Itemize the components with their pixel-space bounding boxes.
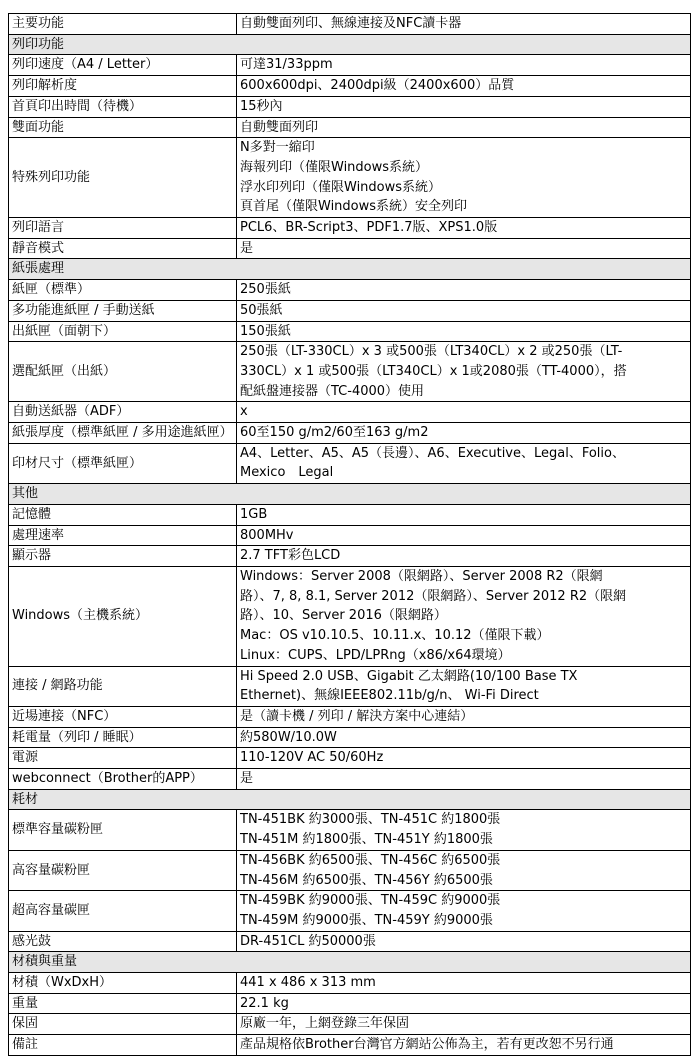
spec-label: 高容量碳粉匣 [9,850,237,890]
spec-row [9,666,691,706]
spec-value [237,891,691,931]
spec-row [9,931,691,952]
spec-label: 顯示器 [9,546,237,567]
spec-value [237,566,691,666]
spec-label: 自動送紙器（ADF） [9,402,237,423]
spec-row [9,76,691,97]
spec-value [237,402,691,423]
spec-value-line: TN-456BK 約6500張、TN-456C 約6500張 [240,852,501,868]
spec-row [9,810,691,850]
spec-value-line: 250張（LT-330CL）x 3 或500張（LT340CL）x 2 或250張（LT- [240,344,623,360]
spec-value-line: 海報列印（僅限Windows系統） [240,159,429,175]
spec-value [237,1014,691,1035]
spec-label: 電源 [9,748,237,769]
spec-value [237,546,691,567]
spec-value-line: x [240,404,248,420]
spec-value-line: 是 [240,771,254,787]
spec-value [237,769,691,790]
section-header-row [9,34,691,55]
spec-label: 列印速度（A4 / Letter） [9,55,237,76]
spec-value [237,14,691,35]
spec-value-line: 1GB [240,506,268,522]
spec-row [9,402,691,423]
spec-row [9,14,691,35]
spec-value [237,443,691,483]
spec-row [9,504,691,525]
spec-value-line: TN-456M 約6500張、TN-456Y 約6500張 [240,872,493,888]
spec-value-line: 浮水印列印（僅限Windows系統） [240,179,442,195]
section-header-row [9,484,691,505]
spec-value [237,218,691,239]
spec-value-line: 是 [240,240,254,256]
spec-label: webconnect（Brother的APP） [9,769,237,790]
spec-value-line: DR-451CL 約50000張 [240,933,376,949]
spec-value [237,321,691,342]
spec-label: 超高容量碳匣 [9,891,237,931]
spec-value-line: 路）、7, 8, 8.1, Server 2012（限網路）、Server 2012 R2（限網 [240,588,627,604]
spec-row [9,321,691,342]
spec-label: 列印語言 [9,218,237,239]
spec-row [9,1014,691,1035]
spec-value-line: 110-120V AC 50/60Hz [240,750,384,766]
spec-label: 多功能進紙匣 / 手動送紙 [9,300,237,321]
spec-value-line: 約580W/10.0W [240,729,337,745]
spec-label: 近場連接（NFC） [9,706,237,727]
spec-value-line: 可達31/33ppm [240,57,333,73]
spec-label: 印材尺寸（標準紙匣） [9,443,237,483]
section-title: 耗材 [9,789,691,810]
spec-value-line: TN-451BK 約3000張、TN-451C 約1800張 [240,812,501,828]
spec-label: 雙面功能 [9,117,237,138]
spec-value [237,300,691,321]
spec-value [237,810,691,850]
spec-value-line: 150張紙 [240,323,291,339]
spec-value [237,727,691,748]
spec-label: 連接 / 網路功能 [9,666,237,706]
spec-value-line: 600x600dpi、2400dpi級（2400x600）品質 [240,78,515,94]
section-header-row [9,789,691,810]
spec-value-line: A4、Letter、A5、A5（長邊）、A6、Executive、Legal、Folio、 [240,445,625,461]
section-title: 材積與重量 [9,952,691,973]
spec-value-line: TN-451M 約1800張、TN-451Y 約1800張 [240,832,493,848]
spec-value-line: 自動雙面列印 [240,119,319,135]
spec-value [237,117,691,138]
spec-value [237,525,691,546]
section-header-row [9,259,691,280]
spec-value-line: 330CL）x 1 或500張（LT340CL）x 1或2080張（TT-4000），搭 [240,363,627,379]
spec-label: 備註 [9,1035,237,1056]
spec-label: 主要功能 [9,14,237,35]
spec-value-line: 2.7 TFT彩色LCD [240,548,341,564]
spec-row [9,55,691,76]
spec-table-body [9,14,691,1056]
spec-value-line: Mac：OS v10.10.5、10.11.x、10.12（僅限下載） [240,628,550,644]
spec-value-line: Hi Speed 2.0 USB、Gigabit 乙太網路(10/100 Base TX [240,668,578,684]
spec-label: 靜音模式 [9,238,237,259]
spec-value-line: 是（讀卡機 / 列印 / 解決方案中心連結） [240,708,474,724]
spec-row [9,973,691,994]
spec-value [237,96,691,117]
spec-value-line: Ethernet)、無線IEEE802.11b/g/n、 Wi-Fi Direct [240,688,539,704]
spec-value [237,666,691,706]
spec-value [237,76,691,97]
spec-value [237,138,691,218]
spec-value [237,850,691,890]
spec-label: 首頁印出時間（待機） [9,96,237,117]
spec-label: 感光鼓 [9,931,237,952]
spec-label: 耗電量（列印 / 睡眠） [9,727,237,748]
spec-row [9,706,691,727]
spec-value-line: 441 x 486 x 313 mm [240,975,376,991]
spec-value-line: 250張紙 [240,282,291,298]
spec-value [237,973,691,994]
spec-value-line: 800MHv [240,527,294,543]
spec-value [237,706,691,727]
spec-row [9,342,691,402]
spec-value-line: Linux：CUPS、LPD/LPRng（x86/x64環境） [240,647,511,663]
spec-row [9,117,691,138]
spec-row [9,218,691,239]
spec-value-line: 產品規格依Brother台灣官方網站公佈為主，若有更改恕不另行通 [240,1037,614,1053]
spec-row [9,300,691,321]
spec-value-line: 配紙盤連接器（TC-4000）使用 [240,383,425,399]
spec-label: 材積（WxDxH） [9,973,237,994]
spec-label: 處理速率 [9,525,237,546]
spec-value [237,504,691,525]
spec-value-line: 22.1 kg [240,995,289,1011]
spec-value [237,748,691,769]
spec-value-line: TN-459M 約9000張、TN-459Y 約9000張 [240,912,493,928]
spec-row [9,850,691,890]
spec-value-line: N多對一縮印 [240,140,315,156]
spec-label: 保固 [9,1014,237,1035]
spec-row [9,769,691,790]
spec-value-line: Windows：Server 2008（限網路）、Server 2008 R2（限網 [240,568,603,584]
spec-value-line: 50張紙 [240,302,283,318]
spec-value-line: 60至150 g/m2/60至163 g/m2 [240,425,429,441]
spec-label: 出紙匣（面朝下） [9,321,237,342]
spec-value-line: 路）、10、Server 2016（限網路） [240,608,447,624]
spec-row [9,748,691,769]
section-header-row [9,952,691,973]
spec-row [9,96,691,117]
spec-value-line: 15秒內 [240,98,283,114]
spec-value-line: TN-459BK 約9000張、TN-459C 約9000張 [240,893,501,909]
spec-value [237,342,691,402]
spec-row [9,238,691,259]
spec-row [9,443,691,483]
spec-row [9,566,691,666]
spec-label: 選配紙匣（出紙） [9,342,237,402]
spec-row [9,727,691,748]
spec-row [9,891,691,931]
spec-value [237,55,691,76]
spec-label: Windows（主機系統） [9,566,237,666]
spec-value-line: PCL6、BR-Script3、PDF1.7版、XPS1.0版 [240,220,498,236]
spec-value-line: 原廠一年，上網登錄三年保固 [240,1016,410,1032]
spec-label: 標準容量碳粉匣 [9,810,237,850]
spec-row [9,423,691,444]
spec-row [9,993,691,1014]
spec-row [9,280,691,301]
spec-value [237,280,691,301]
spec-label: 紙匣（標準） [9,280,237,301]
spec-value [237,993,691,1014]
spec-value-line: 自動雙面列印、無線連接及NFC讀卡器 [240,16,462,31]
spec-row [9,546,691,567]
section-title: 列印功能 [9,34,691,55]
spec-label: 列印解析度 [9,76,237,97]
spec-row [9,1035,691,1056]
spec-label: 紙張厚度（標準紙匣 / 多用途進紙匣） [9,423,237,444]
spec-row [9,525,691,546]
spec-table [8,13,691,1056]
spec-label: 重量 [9,993,237,1014]
spec-label: 特殊列印功能 [9,138,237,218]
spec-value [237,1035,691,1056]
spec-value [237,423,691,444]
spec-row [9,138,691,218]
spec-value-line: Mexico Legal [240,465,334,481]
spec-value-line: 頁首尾（僅限Windows系統）安全列印 [240,199,468,215]
spec-value [237,931,691,952]
section-title: 其他 [9,484,691,505]
spec-value [237,238,691,259]
section-title: 紙張處理 [9,259,691,280]
spec-label: 記憶體 [9,504,237,525]
